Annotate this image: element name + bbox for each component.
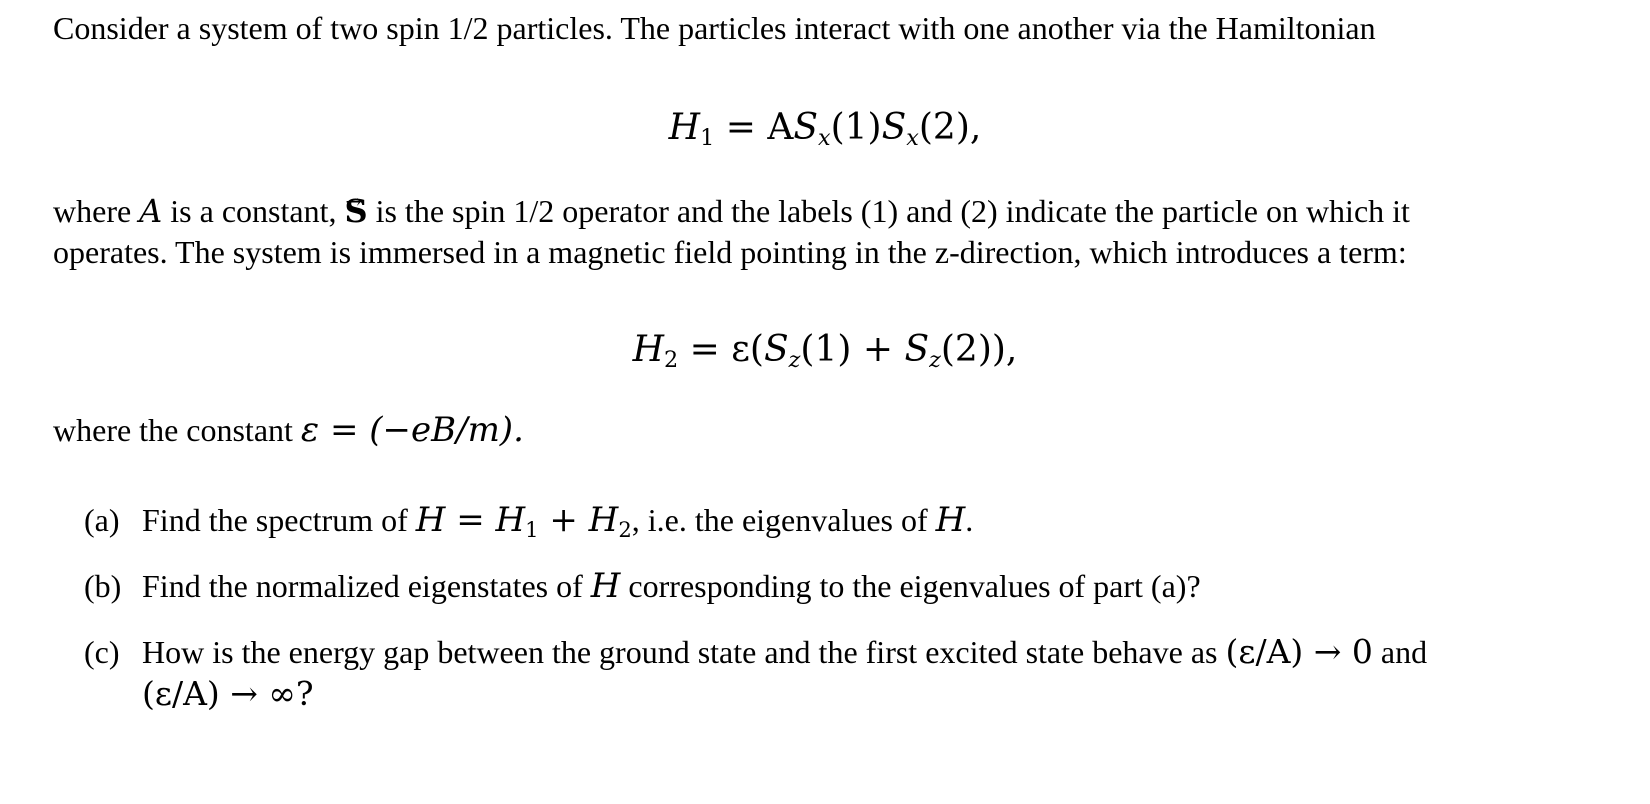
- eq2-s2: S: [904, 329, 930, 370]
- eq2-s1: S: [763, 329, 789, 370]
- para2-text-a: where: [53, 193, 140, 229]
- eq1-s1-sub: x: [818, 125, 831, 152]
- eq2-arg2: (2)),: [940, 329, 1018, 370]
- question-a: [84, 500, 973, 541]
- eq1-arg2: (2),: [918, 107, 982, 148]
- eq1-s2: S: [881, 107, 907, 148]
- epsilon-definition: ε = (−eB/m).: [300, 410, 524, 450]
- question-b: [84, 566, 1201, 607]
- equation-h1: [0, 106, 1650, 150]
- question-a-label: (a): [84, 502, 120, 538]
- question-c-math1: (ε/A) → 0: [1225, 632, 1373, 671]
- eq1-rhs-pre: = A: [714, 107, 794, 148]
- question-c: [84, 631, 1427, 714]
- question-a-math1: $H = H_1 + H_2$: [415, 500, 632, 542]
- eq2-rhs-pre: = ε(: [678, 329, 764, 370]
- eq2-s2-sub: z: [929, 347, 941, 374]
- question-b-label: (b): [84, 568, 122, 604]
- eq2-arg1: (1) +: [800, 329, 905, 370]
- para2-line2: operates. The system is immersed in a magnetic field pointing in the z-direction, which introduces a term:: [53, 234, 1407, 270]
- question-b-text2: corresponding to the eigenvalues of part (a)?: [620, 568, 1201, 604]
- eq1-s2-sub: x: [906, 125, 919, 152]
- question-a-text3: .: [965, 502, 974, 538]
- eq1-lhs-sub: 1: [700, 125, 715, 152]
- question-a-math3: H: [935, 500, 966, 540]
- question-c-text1: How is the energy gap between the ground state and the first excited state behave as: [142, 634, 1226, 670]
- eq1-s1: S: [793, 107, 819, 148]
- para3-text: where the constant: [53, 412, 301, 448]
- intro-paragraph: [53, 8, 1376, 49]
- question-c-text2: and: [1372, 634, 1428, 670]
- spin-vector-S: → S: [344, 192, 367, 230]
- question-c-label: (c): [84, 634, 120, 670]
- question-a-text1: Find the spectrum of: [142, 502, 416, 538]
- eq2-lhs-sub: 2: [664, 347, 679, 374]
- eq1-lhs: H: [668, 107, 701, 148]
- para2-text-b: is a constant,: [162, 193, 345, 229]
- definition-paragraph: [53, 191, 1410, 273]
- para2-text-c: is the spin 1/2 operator and the labels (1) and (2) indicate the particle on which it: [367, 193, 1410, 229]
- constant-paragraph: [53, 410, 524, 451]
- equation-h2: [0, 328, 1650, 372]
- intro-text: Consider a system of two spin 1/2 particles. The particles interact with one another via the Hamiltonian: [53, 10, 1376, 46]
- question-b-text1: Find the normalized eigenstates of: [142, 568, 591, 604]
- question-a-text2: , i.e. the eigenvalues of: [631, 502, 936, 538]
- eq1-arg1: (1): [830, 107, 882, 148]
- constant-A: A: [139, 192, 163, 230]
- eq2-lhs: H: [632, 329, 665, 370]
- question-c-line2: (ε/A) → ∞?: [142, 674, 314, 713]
- eq2-s1-sub: z: [788, 347, 801, 374]
- question-b-math1: H: [590, 566, 621, 606]
